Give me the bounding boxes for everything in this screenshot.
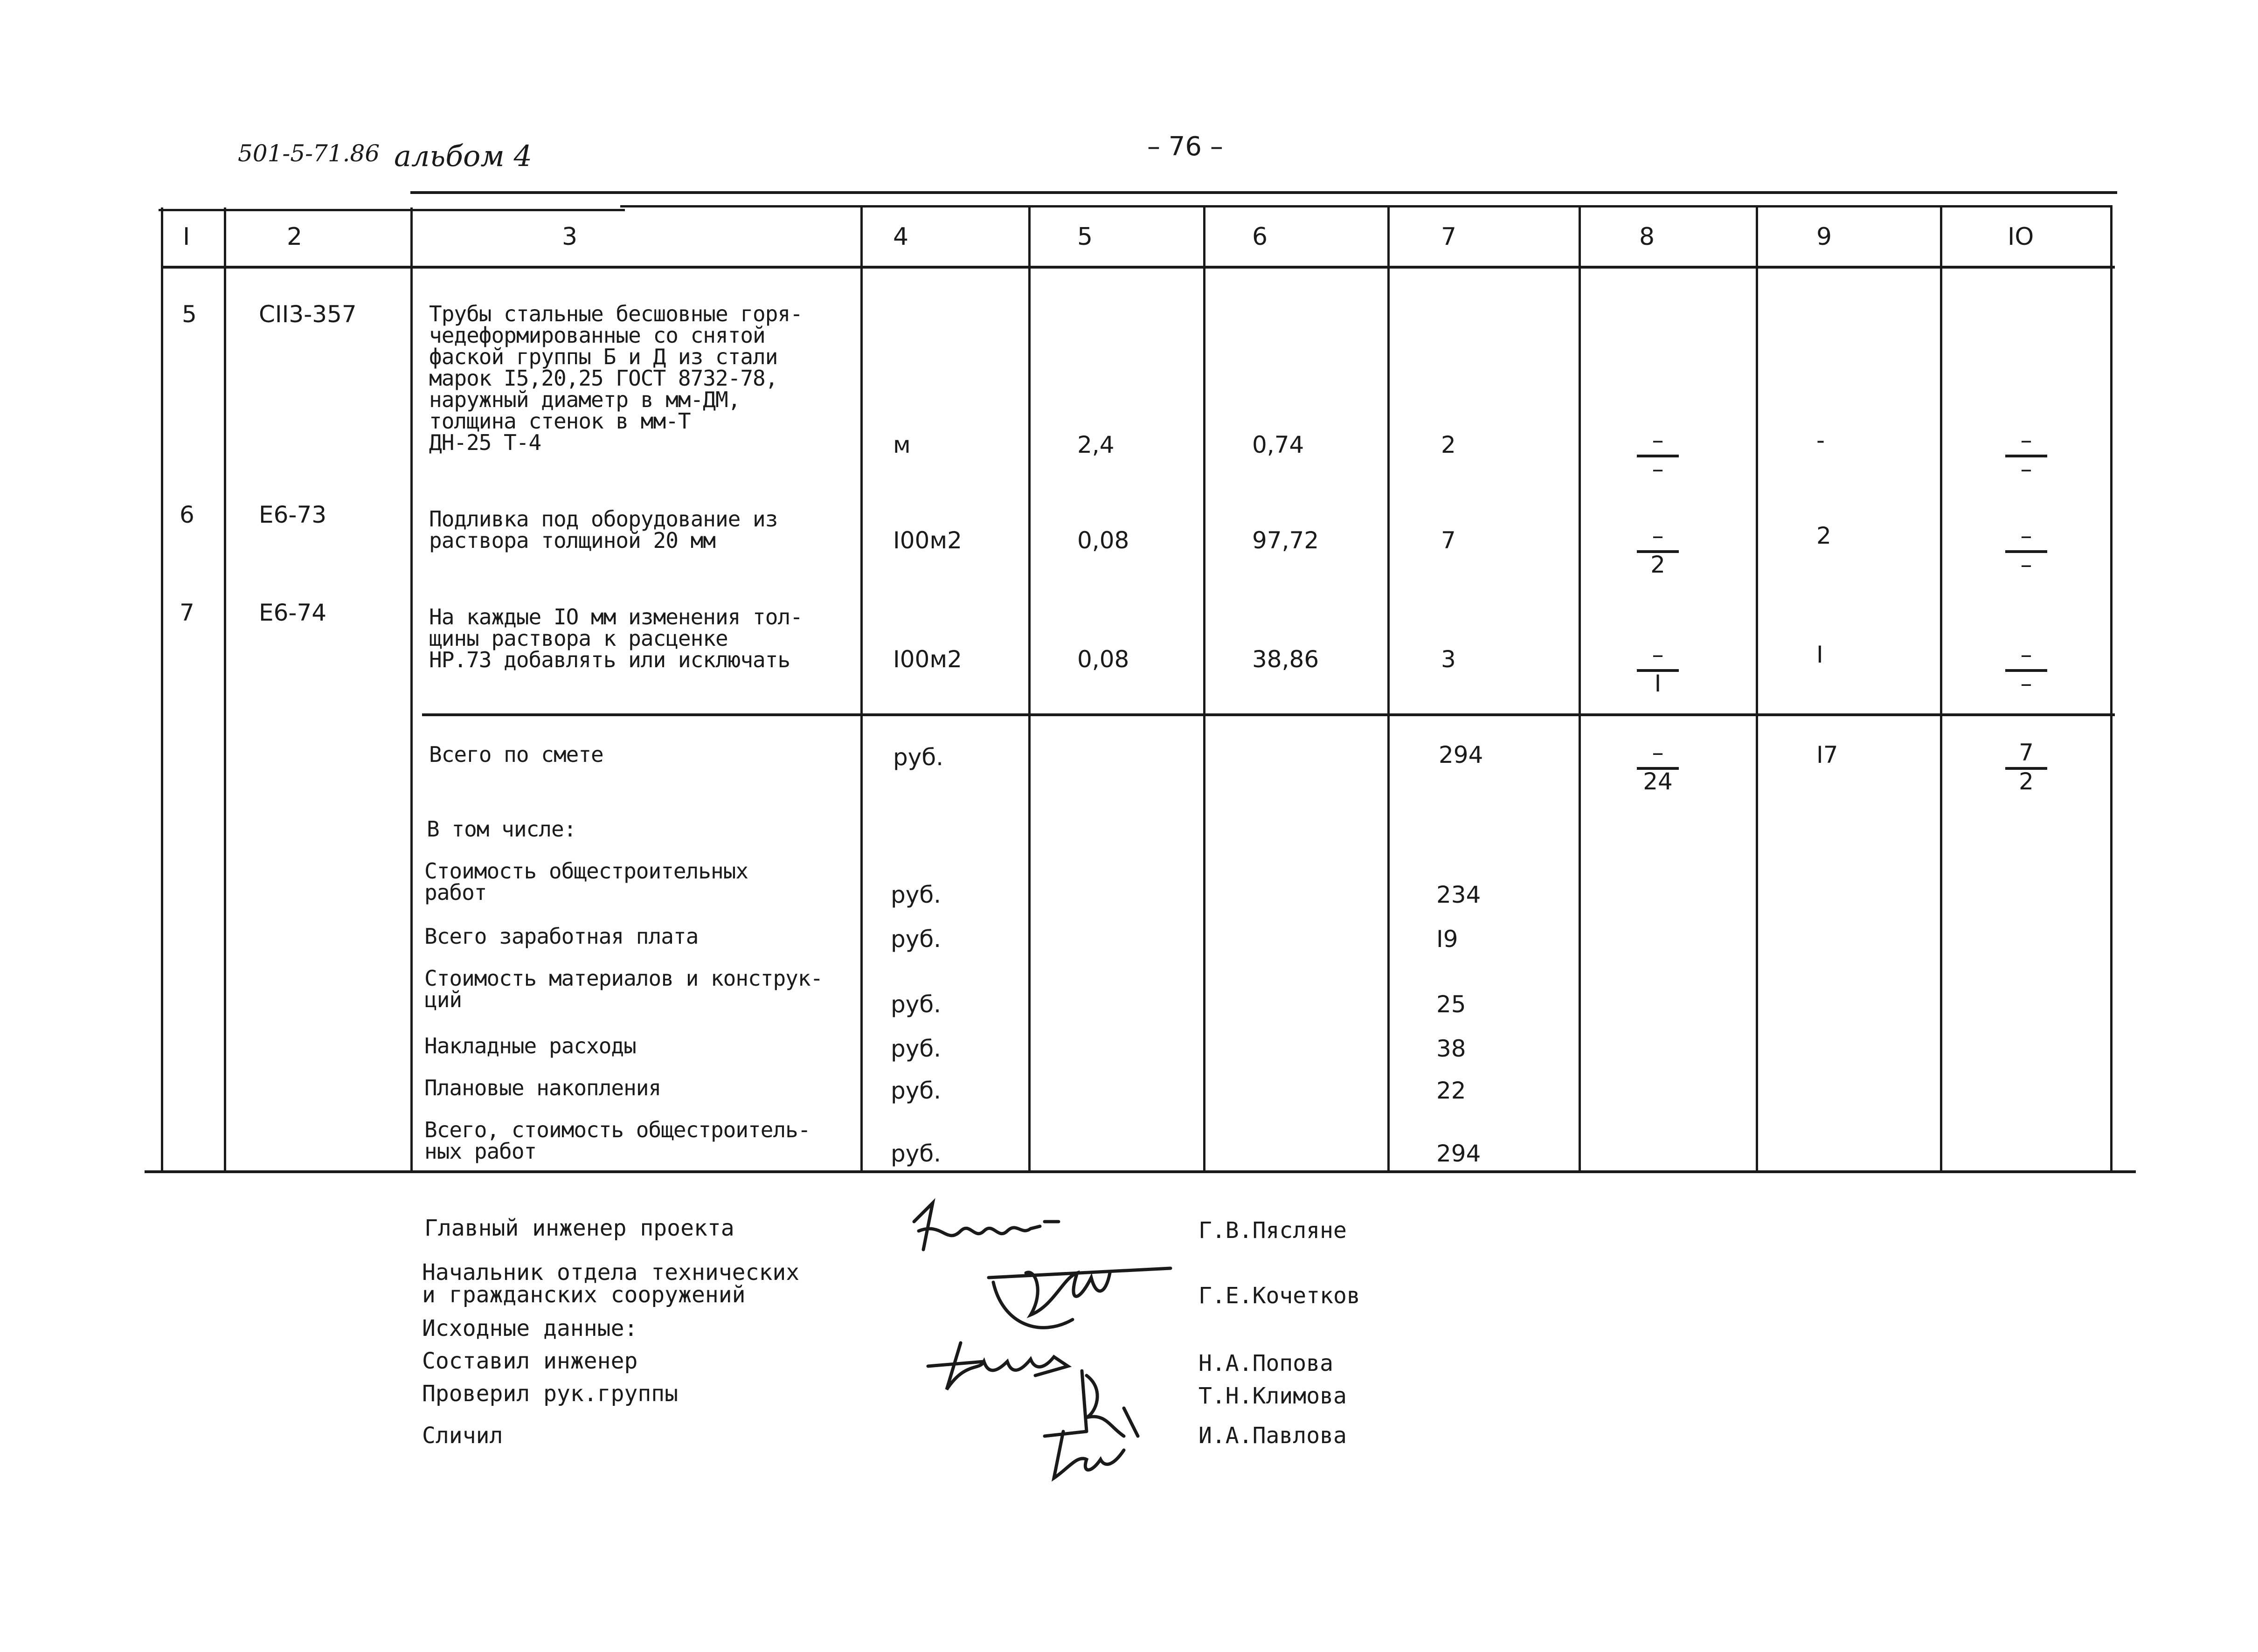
including-label: В том числе:	[427, 816, 576, 842]
signature-2-drawing	[984, 1250, 1180, 1343]
row-total: 7	[1441, 527, 1456, 554]
signatory-role: Проверил рук.группы	[422, 1381, 679, 1407]
fraction-top: –	[2020, 522, 2032, 549]
signatory-name: Г.В.Пясляне	[1198, 1217, 1347, 1244]
row-quantity: 2,4	[1077, 431, 1115, 458]
totals-total: 294	[1439, 741, 1483, 768]
subtotal-label: Стоимость материалов и конструк- ций	[424, 966, 823, 1012]
col-header-4: 4	[893, 223, 909, 251]
fraction-top: –	[2020, 427, 2032, 454]
subtotal-value: 25	[1436, 991, 1466, 1018]
col-header-6: 6	[1252, 223, 1268, 251]
row-number: 5	[182, 301, 197, 328]
col-header-10: IO	[2008, 223, 2034, 251]
row-description: Подливка под оборудование из раствора толщиной 20 мм	[429, 506, 778, 553]
row-col8-fraction	[1637, 427, 1679, 487]
col-header-1: I	[183, 223, 190, 251]
fraction-top: 7	[2019, 739, 2034, 766]
row-number: 7	[180, 599, 194, 626]
col-header-3: 3	[562, 223, 578, 251]
signatory-role: Исходные данные:	[422, 1315, 638, 1341]
col-header-7: 7	[1441, 223, 1457, 251]
signatory-name: И.А.Павлова	[1198, 1423, 1347, 1449]
row-price: 97,72	[1252, 527, 1319, 554]
row-unit: I00м2	[893, 646, 962, 673]
col-line-1	[224, 207, 226, 1173]
row-col10-fraction	[2005, 522, 2047, 583]
totals-col10-fraction	[2005, 739, 2047, 800]
col-line-4	[1028, 207, 1031, 1173]
signature-5-drawing	[1035, 1417, 1138, 1487]
row-price: 0,74	[1252, 431, 1304, 458]
row-quantity: 0,08	[1077, 646, 1129, 673]
fraction-top: –	[1652, 522, 1664, 549]
totals-unit: руб.	[893, 744, 944, 771]
totals-rule	[422, 713, 2115, 716]
row-code: Е6-74	[259, 599, 327, 626]
fraction-bottom: I	[1654, 670, 1662, 697]
row-code: Е6-73	[259, 501, 327, 528]
subtotal-value: 22	[1436, 1077, 1466, 1104]
row-col10-fraction	[2005, 427, 2047, 487]
row-col10-fraction	[2005, 641, 2047, 702]
subtotal-unit: руб.	[891, 926, 942, 953]
subtotal-unit: руб.	[891, 1077, 942, 1104]
signatory-role: Составил инженер	[422, 1348, 638, 1374]
row-col9: I	[1816, 641, 1823, 668]
col-line-9	[1940, 207, 1942, 1173]
subtotal-label: Всего заработная плата	[424, 924, 699, 949]
fraction-bottom: –	[2020, 670, 2032, 697]
album-label: альбом 4	[394, 139, 532, 173]
signatory-role: Начальник отдела технических и гражданских сооружений	[422, 1259, 800, 1308]
subtotal-unit: руб.	[891, 881, 942, 908]
subtotal-value: I9	[1436, 926, 1458, 953]
table-top-rule-left	[159, 209, 625, 211]
subtotal-label: Всего, стоимость общестроитель- ных работ	[424, 1117, 810, 1164]
row-quantity: 0,08	[1077, 527, 1129, 554]
subtotal-label: Плановые накопления	[424, 1075, 661, 1100]
signatory-role: Главный инженер проекта	[424, 1215, 734, 1241]
table-bottom-rule	[145, 1170, 2136, 1173]
signatory-name: Г.Е.Кочетков	[1198, 1283, 1360, 1309]
row-unit: м	[893, 431, 911, 458]
col-line-8	[1756, 207, 1758, 1173]
fraction-bottom: 2	[2019, 768, 2034, 795]
col-header-2: 2	[287, 223, 303, 251]
table-top-rule	[410, 191, 2117, 194]
row-total: 2	[1441, 431, 1456, 458]
fraction-bottom: 24	[1643, 768, 1673, 795]
col-header-8: 8	[1639, 223, 1655, 251]
row-col8-fraction	[1637, 522, 1679, 583]
col-line-3	[860, 207, 863, 1173]
col-line-2	[410, 207, 413, 1173]
row-col9: -	[1816, 427, 1825, 454]
subtotal-value: 38	[1436, 1035, 1466, 1062]
subtotal-label: Стоимость общестроительных работ	[424, 858, 748, 905]
totals-label: Всего по смете	[429, 742, 603, 767]
col-line-7	[1579, 207, 1581, 1173]
fraction-bottom: –	[2020, 551, 2032, 578]
row-col9: 2	[1816, 522, 1831, 549]
fraction-bottom: –	[2020, 456, 2032, 483]
fraction-top: –	[1652, 641, 1664, 668]
row-number: 6	[180, 501, 194, 528]
fraction-bottom: –	[1652, 456, 1664, 483]
signatory-role: Сличил	[422, 1423, 503, 1449]
col-header-5: 5	[1077, 223, 1093, 251]
subtotal-value: 294	[1436, 1140, 1481, 1167]
row-code: СII3-357	[259, 301, 357, 328]
fraction-bottom: 2	[1650, 551, 1665, 578]
subtotal-unit: руб.	[891, 1140, 942, 1167]
signature-3-drawing	[919, 1334, 1087, 1403]
col-header-9: 9	[1816, 223, 1832, 251]
row-total: 3	[1441, 646, 1456, 673]
signatory-name: Т.Н.Климова	[1198, 1383, 1347, 1409]
totals-col8-fraction	[1637, 739, 1679, 800]
fraction-top: –	[2020, 641, 2032, 668]
page-number: – 76 –	[1147, 131, 1223, 162]
col-line-6	[1387, 207, 1390, 1173]
header-bottom-rule	[161, 266, 2115, 269]
row-description: На каждые IO мм изменения тол- щины раствора к расценке НР.73 добавлять или исключать	[429, 604, 803, 672]
totals-col9: I7	[1816, 741, 1838, 768]
col-line-5	[1203, 207, 1205, 1173]
fraction-top: –	[1652, 427, 1664, 454]
col-line-0	[161, 207, 163, 1173]
doc-code: 501-5-71.86	[238, 140, 380, 167]
subtotal-value: 234	[1436, 881, 1481, 908]
row-description: Трубы стальные бесшовные горя- чедеформированные со снятой фаской группы Б и Д из стали марок I5,20,25 ГОСТ 8732-78, наружный диаметр в мм-ДМ, толщина стенок в мм-Т ДН-25 Т-4	[429, 301, 803, 455]
col-line-10	[2110, 207, 2113, 1173]
subtotal-unit: руб.	[891, 1035, 942, 1062]
row-price: 38,86	[1252, 646, 1319, 673]
signatory-name: Н.А.Попова	[1198, 1350, 1333, 1376]
row-unit: I00м2	[893, 527, 962, 554]
table-top-rule-mid	[620, 205, 2113, 207]
row-col8-fraction	[1637, 641, 1679, 702]
subtotal-label: Накладные расходы	[424, 1033, 636, 1058]
fraction-top: –	[1652, 739, 1664, 766]
subtotal-unit: руб.	[891, 991, 942, 1018]
